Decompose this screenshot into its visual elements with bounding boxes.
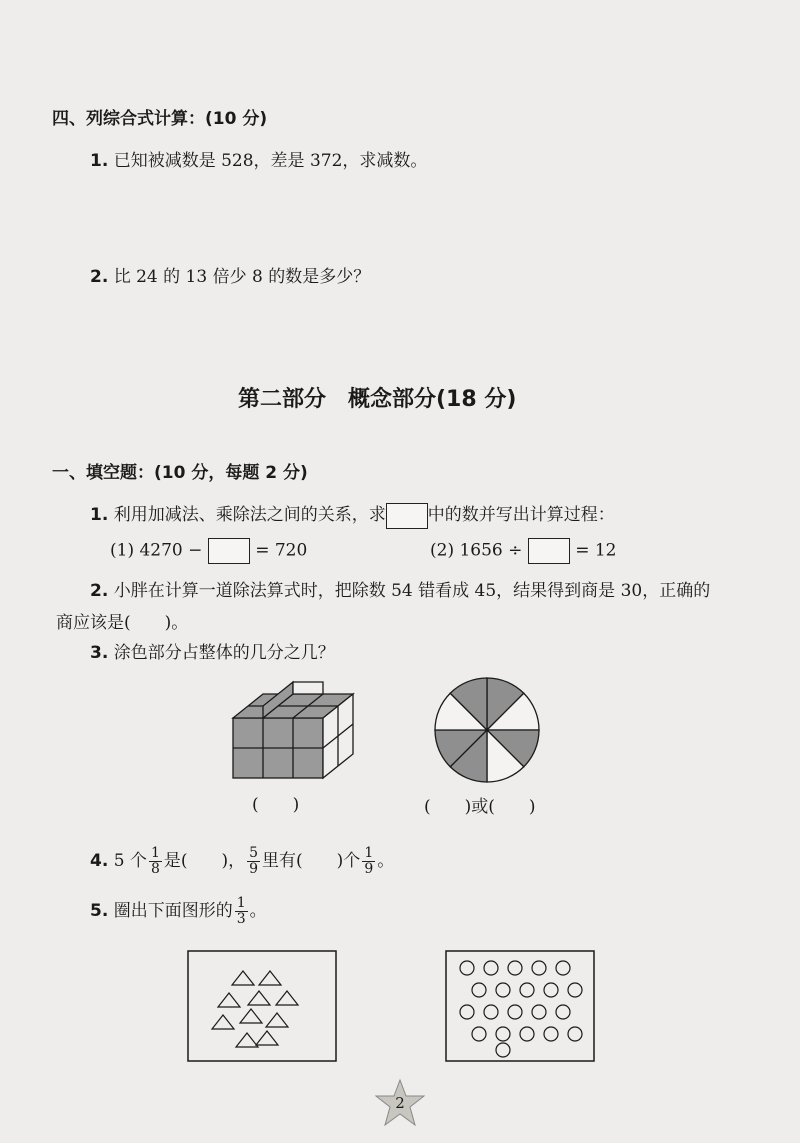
answer-box[interactable]	[528, 538, 570, 564]
circles-box[interactable]	[445, 950, 595, 1062]
triangle-shape[interactable]	[218, 993, 240, 1007]
text-part: 。	[249, 901, 267, 921]
circle-shape[interactable]	[460, 1005, 474, 1019]
circle-shape[interactable]	[496, 1027, 510, 1041]
question-text: 小胖在计算一道除法算式时，把除数 54 错看成 45，结果得到商是 30，正确的	[113, 581, 711, 601]
question-number: 1.	[90, 151, 109, 171]
triangles-box[interactable]	[187, 950, 337, 1062]
text-part: 5 个	[113, 851, 147, 871]
circle-shape[interactable]	[472, 983, 486, 997]
fill-q4	[90, 846, 394, 877]
circle-shape[interactable]	[484, 1005, 498, 1019]
circle-shape[interactable]	[460, 961, 474, 975]
triangle-shape[interactable]	[256, 1031, 278, 1045]
fill-q1-part1	[110, 538, 307, 564]
circle-shape[interactable]	[484, 961, 498, 975]
question-number: 2.	[90, 267, 109, 287]
circle-shape[interactable]	[544, 1027, 558, 1041]
equation-right: = 12	[575, 540, 617, 561]
fill-q2-line2: 商应该是( )。	[56, 613, 189, 633]
fill-q1	[90, 500, 615, 529]
circle-shape[interactable]	[568, 983, 582, 997]
text-part: 。	[377, 851, 395, 871]
text-part: 里有( )个	[262, 851, 361, 871]
triangle-shape[interactable]	[259, 971, 281, 985]
fill-q5	[90, 896, 267, 927]
fraction: $\frac{1}{8}$	[150, 845, 160, 877]
triangle-shape[interactable]	[236, 1033, 258, 1047]
fraction: $\frac{5}{9}$	[249, 845, 259, 877]
question-number: 1.	[90, 505, 109, 525]
circle-shape[interactable]	[544, 983, 558, 997]
question-text-b: 中的数并写出计算过程：	[427, 505, 615, 525]
question-number: 2.	[90, 581, 109, 601]
cuboid-answer[interactable]: ( )	[252, 795, 300, 815]
part2-title: 第二部分 概念部分(18 分)	[238, 387, 517, 412]
circle-shape[interactable]	[532, 1005, 546, 1019]
question-text: 比 24 的 13 倍少 8 的数是多少？	[113, 267, 371, 287]
circle-shape[interactable]	[508, 1005, 522, 1019]
fraction: $\frac{1}{3}$	[236, 895, 246, 927]
pie-figure	[432, 675, 542, 785]
equation-left: (2) 1656 ÷	[430, 540, 523, 561]
question-text-a: 利用加减法、乘除法之间的关系，求	[113, 505, 386, 525]
circle-shape[interactable]	[520, 983, 534, 997]
page-number: 2	[395, 1094, 405, 1112]
circle-shape[interactable]	[496, 1043, 510, 1057]
section4-q2	[90, 262, 370, 287]
text-part: 是( )，	[163, 851, 246, 871]
triangle-shape[interactable]	[266, 1013, 288, 1027]
answer-box[interactable]	[208, 538, 250, 564]
fraction: $\frac{1}{9}$	[364, 845, 374, 877]
triangle-shape[interactable]	[232, 971, 254, 985]
circle-shape[interactable]	[496, 983, 510, 997]
cuboid-figure	[225, 678, 365, 788]
section4-heading: 四、列综合式计算：(10 分)	[52, 109, 268, 129]
question-text: 涂色部分占整体的几分之几？	[113, 643, 335, 663]
circle-shape[interactable]	[520, 1027, 534, 1041]
fill-q2-line1	[90, 576, 710, 601]
question-number: 4.	[90, 851, 109, 871]
question-number: 5.	[90, 901, 109, 921]
question-number: 3.	[90, 643, 109, 663]
triangle-shape[interactable]	[248, 991, 270, 1005]
section4-q1	[90, 146, 427, 171]
question-text: 已知被减数是 528，差是 372，求减数。	[113, 151, 428, 171]
circle-shape[interactable]	[568, 1027, 582, 1041]
circle-shape[interactable]	[472, 1027, 486, 1041]
blank-box[interactable]	[386, 503, 428, 529]
triangle-shape[interactable]	[276, 991, 298, 1005]
circle-shape[interactable]	[532, 961, 546, 975]
circle-shape[interactable]	[508, 961, 522, 975]
pie-answer[interactable]: ( )或( )	[424, 797, 536, 817]
triangle-shape[interactable]	[212, 1015, 234, 1029]
text-part: 圈出下面图形的	[113, 901, 233, 921]
equation-right: = 720	[255, 540, 308, 561]
fill-heading: 一、填空题：(10 分，每题 2 分)	[52, 463, 308, 483]
circle-shape[interactable]	[556, 961, 570, 975]
circle-shape[interactable]	[556, 1005, 570, 1019]
fill-q3	[90, 638, 335, 663]
triangle-shape[interactable]	[240, 1009, 262, 1023]
fill-q1-part2	[430, 538, 617, 564]
equation-left: (1) 4270 −	[110, 540, 203, 561]
